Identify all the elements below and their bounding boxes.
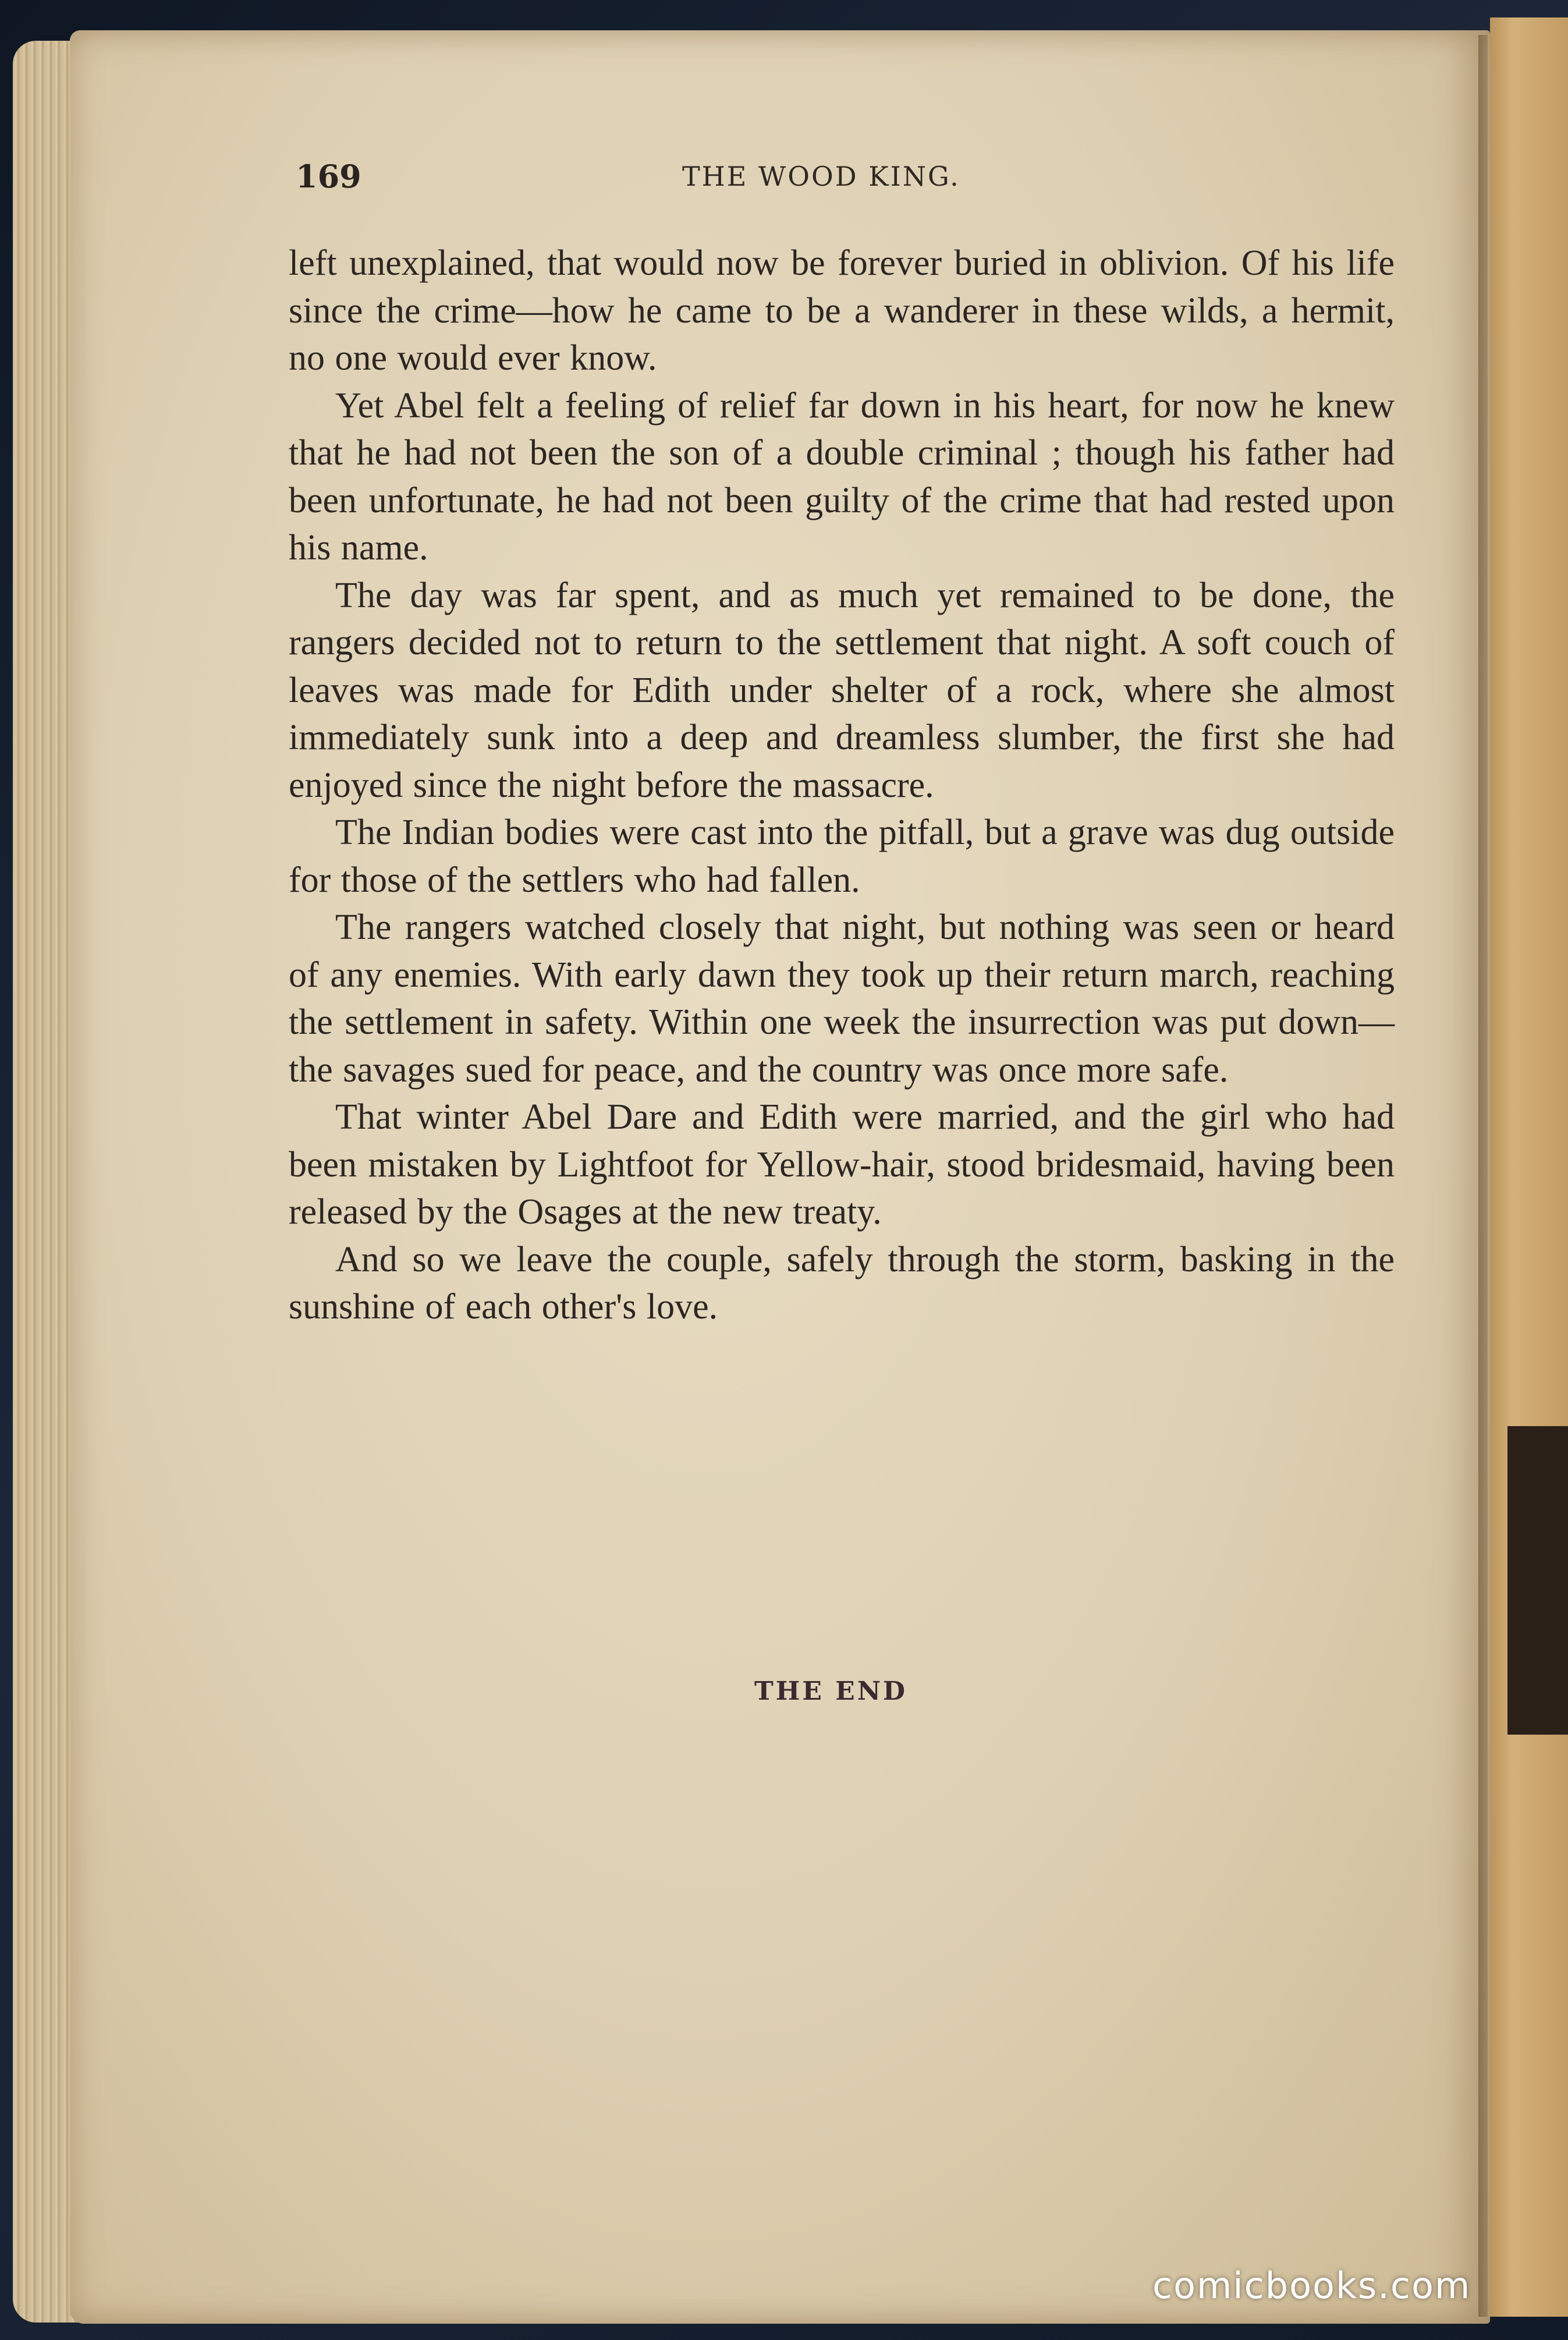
the-end-label: THE END [754,1676,908,1706]
paragraph: That winter Abel Dare and Edith were married, and the girl who had been mistaken by Lightfoot for Yellow-hair, stood bridesmaid, having been released by the Osages at the new treaty. [289,1097,1395,1232]
paragraph: left unexplained, that would now be forever buried in oblivion. Of his life since the crime—how he came to be a wanderer in these wilds, a hermit, no one would ever know. [289,243,1395,378]
facing-page [1490,17,1568,2317]
paragraph: The Indian bodies were cast into the pitfall, but a grave was dug outside for those of the settlers who had fallen. [289,813,1395,900]
body-text [289,240,1395,1331]
page-number: 169 [296,158,361,195]
spine-gutter [1478,35,1488,2317]
running-head: THE WOOD KING. [682,161,960,192]
paragraph: And so we leave the couple, safely through the storm, basking in the sunshine of each other's love. [289,1239,1395,1327]
paragraph: The day was far spent, and as much yet remained to be done, the rangers decided not to return to the settlement that night. A soft couch of leaves was made for Edith under shelter of a rock, where she almost immediately sunk into a deep and dreamless slumber, the first she had enjoyed since the night before the massacre. [289,575,1395,805]
paragraph: The rangers watched closely that night, but nothing was seen or heard of any enemies. With early dawn they took up their return march, reaching the settlement in safety. Within one week the insurrection was put down—the savages sued for peace, and the country was once more safe. [289,907,1395,1090]
paragraph: Yet Abel felt a feeling of relief far down in his heart, for now he knew that he had not been the son of a double criminal ; though his father had been unfortunate, he had not been guilty of the crime that had rested upon his name. [289,385,1395,568]
site-watermark: comicbooks.com [1152,2264,1471,2307]
facing-page-shadow [1507,1426,1568,1735]
page-header [296,156,1402,197]
